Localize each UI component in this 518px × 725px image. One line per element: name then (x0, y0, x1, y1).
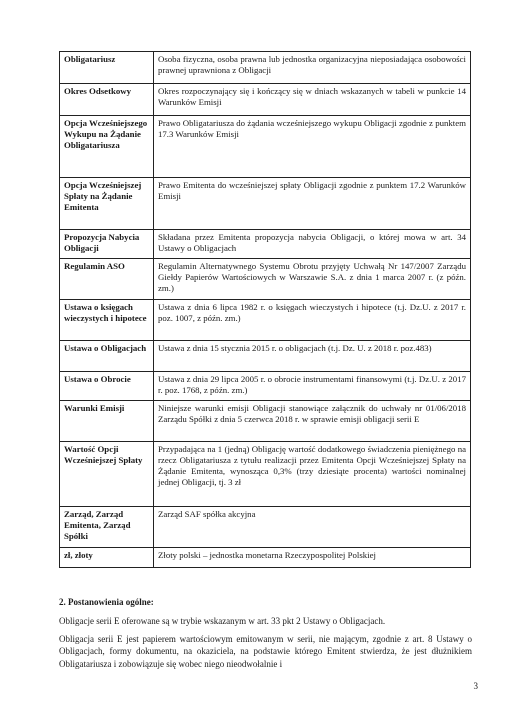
section-heading: 2. Postanowienia ogólne: (59, 597, 154, 607)
definition-term: Warunki Emisji (60, 401, 154, 442)
definition-description: Ustawa z dnia 29 lipca 2005 r. o obrocie instrumentami finansowymi (t.j. Dz.U. z 2017 r. poz. 1768, z późn. zm.) (154, 372, 471, 401)
definition-term: Propozycja Nabycia Obligacji (60, 230, 154, 259)
definition-term: Obligatariusz (60, 52, 154, 84)
definition-description: Ustawa z dnia 15 stycznia 2015 r. o obligacjach (t.j. Dz. U. z 2018 r. poz.483) (154, 341, 471, 372)
definition-description: Zarząd SAF spółka akcyjna (154, 507, 471, 548)
table-row (60, 300, 471, 341)
definitions-table (59, 51, 471, 568)
definition-term: Ustawa o Obligacjach (60, 341, 154, 372)
definition-description: Okres rozpoczynający się i kończący się w dniach wskazanych w tabeli w punkcie 14 Warunków Emisji (154, 84, 471, 116)
definition-term: Regulamin ASO (60, 259, 154, 300)
definition-description: Złoty polski – jednostka monetarna Rzeczypospolitej Polskiej (154, 548, 471, 568)
definition-description: Przypadająca na 1 (jedną) Obligację wartość dodatkowego świadczenia pieniężnego na rzecz Obligatariusza z tytułu realizacji przez Emitenta Opcji Wcześniejszej Spłaty na Żądanie Emitenta, wynosząca 0,3% (trzy dziesiąte procenta) wartości nominalnej jednej Obligacji, tj. 3 zł (154, 442, 471, 507)
table-row (60, 178, 471, 230)
definition-term: Zarząd, Zarząd Emitenta, Zarząd Spółki (60, 507, 154, 548)
table-row (60, 259, 471, 300)
definition-description: Niniejsze warunki emisji Obligacji stanowiące załącznik do uchwały nr 01/06/2018 Zarządu Spółki z dnia 5 czerwca 2018 r. w sprawie emisji obligacji serii E (154, 401, 471, 442)
definition-term: Ustawa o księgach wieczystych i hipotece (60, 300, 154, 341)
table-row (60, 52, 471, 84)
page-number: 3 (473, 681, 478, 691)
table-row (60, 230, 471, 259)
definition-description: Prawo Obligatariusza do żądania wcześniejszego wykupu Obligacji zgodnie z punktem 17.3 Warunków Emisji (154, 116, 471, 178)
table-row (60, 372, 471, 401)
table-row (60, 507, 471, 548)
definition-description: Osoba fizyczna, osoba prawna lub jednostka organizacyjna nieposiadająca osobowości prawnej uprawniona z Obligacji (154, 52, 471, 84)
definition-term: Opcja Wcześniejszego Wykupu na Żądanie Obligatariusza (60, 116, 154, 178)
table-row (60, 548, 471, 568)
definition-term: zł, złoty (60, 548, 154, 568)
definition-term: Ustawa o Obrocie (60, 372, 154, 401)
table-row (60, 401, 471, 442)
definition-description: Składana przez Emitenta propozycja nabycia Obligacji, o której mowa w art. 34 Ustawy o Obligacjach (154, 230, 471, 259)
section-paragraph: Obligacje serii E oferowane są w trybie wskazanym w art. 33 pkt 2 Ustawy o Obligacjach. (59, 616, 386, 627)
general-provisions-section (59, 596, 472, 676)
definition-term: Wartość Opcji Wcześniejszej Spłaty (60, 442, 154, 507)
definition-description: Regulamin Alternatywnego Systemu Obrotu przyjęty Uchwałą Nr 147/2007 Zarządu Giełdy Papierów Wartościowych w Warszawie S.A. z dnia 1 marca 2007 r. (z późn. zm.) (154, 259, 471, 300)
definition-description: Prawo Emitenta do wcześniejszej spłaty Obligacji zgodnie z punktem 17.2 Warunków Emisji (154, 178, 471, 230)
definition-term: Opcja Wcześniejszej Spłaty na Żądanie Emitenta (60, 178, 154, 230)
section-paragraph: Obligacja serii E jest papierem wartościowym emitowanym w serii, nie mającym, zgodnie z art. 8 Ustawy o Obligacjach, formy dokumentu, na okaziciela, na podstawie którego Emitent stwierdza, że jest dłużnikiem Obligatariusza i zobowiązuje się wobec niego nieodwołalnie i (59, 634, 472, 669)
table-row (60, 442, 471, 507)
table-row (60, 341, 471, 372)
table-row (60, 84, 471, 116)
definition-description: Ustawa z dnia 6 lipca 1982 r. o księgach wieczystych i hipotece (t.j. Dz.U. z 2017 r. poz. 1007, z późn. zm.) (154, 300, 471, 341)
definition-term: Okres Odsetkowy (60, 84, 154, 116)
table-row (60, 116, 471, 178)
